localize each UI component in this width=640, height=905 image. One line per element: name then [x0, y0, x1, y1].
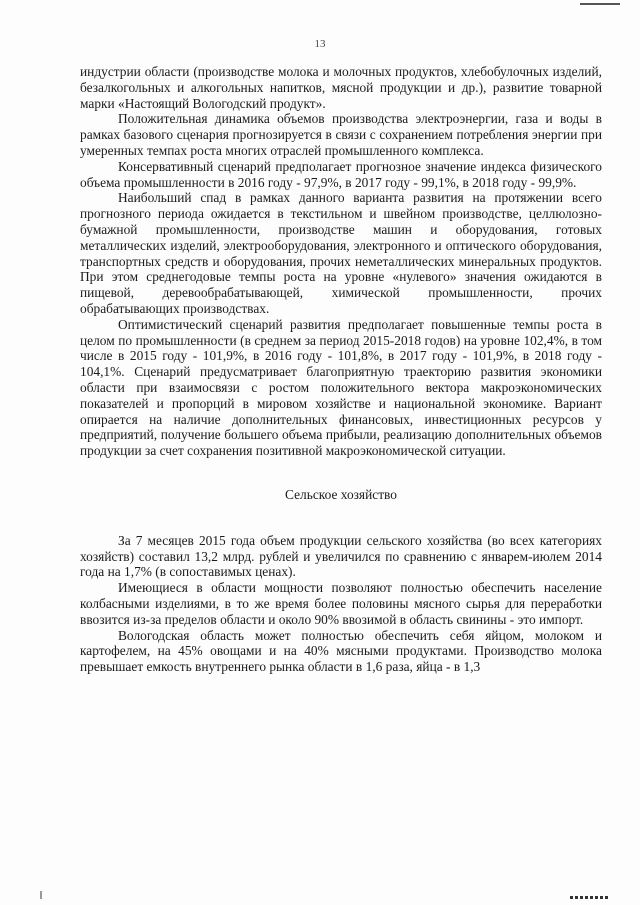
paragraph: Консервативный сценарий предполагает прогнозное значение индекса физического объема промышленности в 2016 году - 97,9%, в 2017 году - 99,1%, в 2018 году - 99,9%.	[80, 158, 602, 190]
page-number: 13	[314, 38, 326, 50]
paragraph: Имеющиеся в области мощности позволяют полностью обеспечить население колбасными изделиями, в то же время более половины мясного сырья для переработки ввозится из-за пределов области и около 90% ввозимой в область свинины - это импорт.	[80, 580, 602, 627]
scan-artifact	[570, 896, 610, 899]
paragraph: Положительная динамика объемов производства электроэнергии, газа и воды в рамках базового сценария прогнозируется в связи с сохранением потребления энергии при умеренных темпах роста многих отраслей промышленного комплекса.	[80, 111, 602, 158]
scan-artifact	[580, 3, 620, 5]
paragraph: индустрии области (производстве молока и молочных продуктов, хлебобулочных изделий, безалкогольных и алкогольных напитков, мясной продукции и др.), развитие товарной марки «Настоящий Вологодский продукт».	[80, 64, 602, 111]
document-body	[80, 64, 602, 675]
paragraph: Вологодская область может полностью обеспечить себя яйцом, молоком и картофелем, на 45% овощами и на 40% мясными продуктами. Производство молока превышает емкость внутреннего рынка области в 1,6 раза, яйца - в 1,3	[80, 627, 602, 675]
section-heading: Сельское хозяйство	[285, 486, 397, 502]
paragraph: За 7 месяцев 2015 года объем продукции сельского хозяйства (во всех категориях хозяйств) составил 13,2 млрд. рублей и увеличился по сравнению с январем-июлем 2014 года на 1,7% (в сопоставимых ценах).	[80, 532, 602, 580]
scan-artifact	[40, 891, 42, 899]
paragraph: Наибольший спад в рамках данного варианта развития на протяжении всего прогнозного периода ожидается в текстильном и швейном производстве, целлюлозно-бумажной промышленности, производстве машин и оборудования, готовых металлических изделий, электрооборудования, электронного и оптического оборудования, транспортных средств и оборудования, прочих неметаллических минеральных продуктов. При этом среднегодовые темпы роста на уровне «нулевого» значения ожидаются в пищевой, деревообрабатывающей, химической промышленности, прочих обрабатывающих производствах.	[80, 190, 602, 316]
paragraph: Оптимистический сценарий развития предполагает повышенные темпы роста в целом по промышленности (в среднем за период 2015-2018 годов) на уровне 102,4%, в том числе в 2015 году - 101,9%, в 2016 году - 101,8%, в 2017 году - 101,9%, в 2018 году - 104,1%. Сценарий предусматривает благоприятную траекторию развития экономики области при взаимосвязи с ростом положительного вектора макроэкономических показателей и пропорций в мировом хозяйстве и национальной экономике. Вариант опирается на наличие дополнительных финансовых, инвестиционных ресурсов у предприятий, получение большего объема прибыли, реализацию дополнительных объемов продукции за счет сохранения позитивной макроэкономической ситуации.	[80, 316, 602, 459]
